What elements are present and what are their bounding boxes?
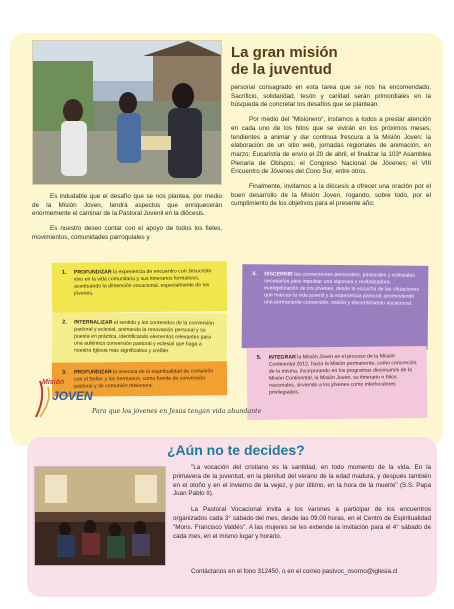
objective-note-4: [242, 264, 429, 350]
photo-youth-mission: [32, 40, 222, 185]
note-number: 1.: [61, 269, 67, 276]
logo-joven-text: JOVEN: [52, 389, 93, 403]
note-number: 2.: [62, 319, 67, 326]
logo-mision-text: Misión: [42, 379, 65, 386]
objective-note-5: [247, 346, 428, 420]
note-number: 5.: [256, 354, 262, 361]
note-number: 3.: [61, 369, 67, 376]
note-verb: INTEGRAR: [268, 354, 296, 361]
left-paragraph-1: Es indudable que el desafío que se nos plantea, por medio de la Misión Joven, tendrá aspectos que enriquecerán enormemente el caminar de la Pastoral Juvenil en la diócesis.: [32, 193, 222, 218]
note-verb: PROFUNDIZAR: [73, 369, 112, 376]
bottom-title: ¿Aún no te decides?: [167, 442, 305, 458]
mision-joven-logo: [32, 377, 92, 421]
photo-vocational-meeting: [34, 466, 166, 566]
title-line-2: de la juventud: [231, 61, 332, 78]
objective-note-1: [52, 261, 228, 313]
note-verb: DISCERNIR: [264, 271, 293, 278]
article-left-column: [32, 193, 222, 249]
bottom-body: [173, 464, 431, 548]
bottom-contact: Contáctanos en el fono 312450, o en el correo pastvoc_osorno@iglesia.cl: [191, 568, 398, 575]
bottom-quote: "La vocación del cristiano es la santidad, en todo momento de la vida. En la primavera de la juventud, en la plenitud del verano de la edad madura, y después también en el otoño y en el invierno de la vejez, y por último, en la hora de la muerte" (S.S. Papa Juan Pablo II).: [173, 464, 431, 498]
note-text: la experiencia de encuentro con Jesucristo vivo en la vida comunitaria y sus itinerarios formativos, acentuando la dimensión vocacional, especialmente de los jóvenes.: [73, 268, 212, 297]
title-line-1: La gran misión: [231, 44, 338, 61]
bottom-invitation: La Pastoral Vocacional invita a los varones a participar de los encuentros organizados cada 3° sábado del mes, desde las 09.00 horas, en el Centro de Espiritualidad "Mons. Francisco Valdés". A las mujeres se les extiende la invitación para el 4° sábado de cada mes, en el mismo lugar y horario.: [173, 506, 431, 540]
mission-tagline: Para que los jóvenes en Jesús tengan vida abundante: [92, 408, 262, 415]
top-margin: [10, 0, 443, 33]
objective-note-2: [52, 312, 227, 367]
note-text: el sentido y los contenidos de la conversión pastoral y eclesial, animando la renovación personal y su puesta en práctica, identificando elementos relevantes para una auténtica conversión pastoral y eclesial que haga a nuestra Iglesia más significativa y creíble.: [73, 319, 214, 355]
note-text: las conversiones personales, pastorales y eclesiales necesarias para impulsar una vigorosa y revitalizadora evangelización de los jóvenes, desde la escucha de las situaciones que marcan la vida juvenil y la experiencia pastoral, promoviendo una permanente conversión, misión y discernimiento vocacional.: [264, 271, 420, 308]
note-number: 4.: [252, 271, 257, 278]
note-verb: INTERNALIZAR: [74, 319, 113, 326]
right-paragraph-3: Finalmente, invitamos a la diócesis a ofrecer una oración por el buen desarrollo de la Misión Joven, rogando, sobre todo, por el cumplimiento de los objetivos para el presente año:: [231, 183, 431, 208]
right-paragraph-1: personal consagrado en esta tarea que se nos ha encomendado. Sacrificio, solidaridad, tesón y caridad serán primordiales en la búsqueda de concretar los desafíos que se plantean.: [231, 84, 431, 109]
note-text: la Misión Joven en el proceso de la Misión Continental 2012, hacia la Misión permanente, como concreción de la misma, incorporando en los programas diocesanos de la Misión Continental, la Misión Joven, su itinerario e hitos nacionales, sirviendo a los jóvenes como interlocutores privilegiados.: [268, 353, 417, 397]
article-right-column: [231, 84, 431, 215]
article-title: [231, 44, 431, 78]
left-paragraph-2: Es nuestro deseo contar con el apoyo de todos los fieles, movimientos, comunidades parroquiales y: [32, 225, 222, 241]
note-verb: PROFUNDIZAR: [73, 269, 112, 276]
note-text: la vivencia de la espiritualidad de comunión con el Señor y los hermanos, como fuente de conversión pastoral y de comunión misionera.: [73, 368, 214, 390]
right-paragraph-2: Por medio del "Misionero", instamos a todos a prestar atención en cada uno de los hitos que se vivirán en los próximos meses, tendientes a animar y dar continua frescura a la Misión Joven: la elaboración de un sitio web, jornadas regionales de animación, en marzo; Eucaristía de envío el 20 de abril, el finalizar la 103ª Asamblea Plenaria de Obispos; el Congreso Nacional de Jóvenes; el VIII Encuentro de Jóvenes del Cono Sur, entre otros.: [231, 116, 431, 176]
